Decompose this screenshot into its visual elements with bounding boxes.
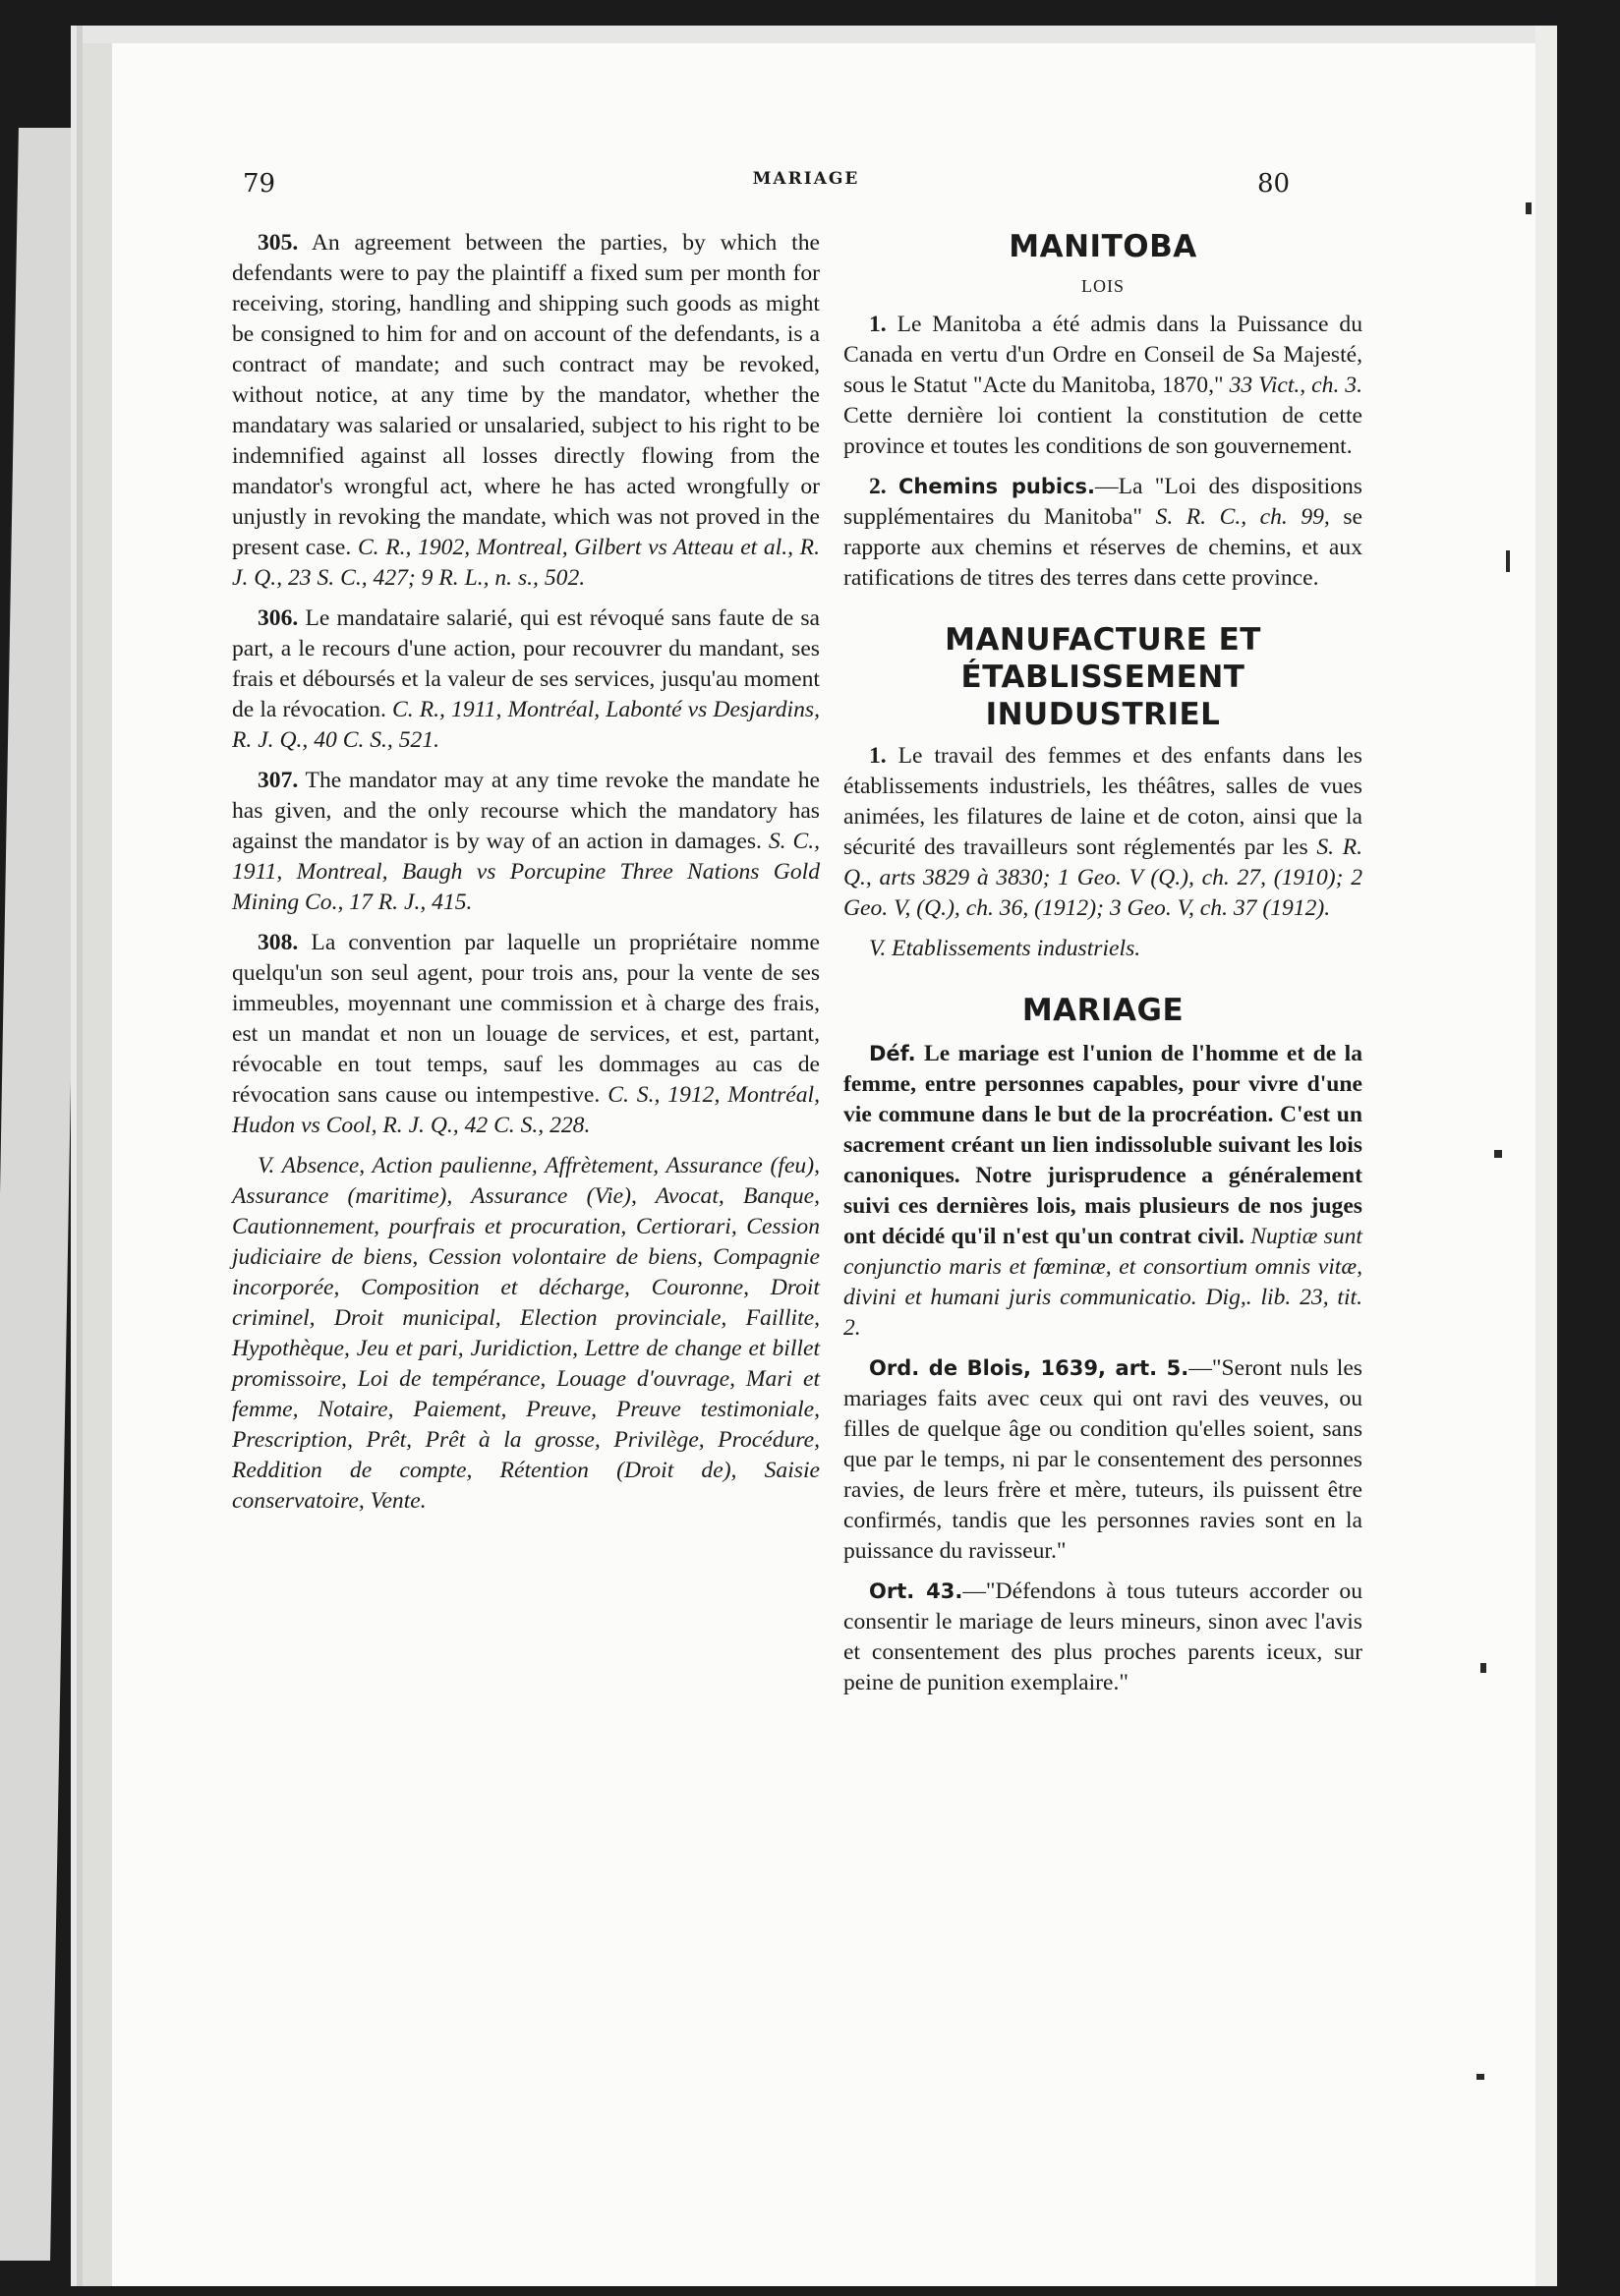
- see-also-list: V. Absence, Action paulienne, Affrètement, Assurance (feu), Assurance (maritime), Assurance (Vie), Avocat, Banque, Cautionnement, pourfrais et procuration, Certiorari, Cession judiciaire de biens, Cession volontaire de biens, Compagnie incorporée, Composition et décharge, Couronne, Droit criminel, Droit municipal, Election provinciale, Faillite, Hypothèque, Jeu et pari, Juridiction, Lettre de change et billet promissoire, Loi de tempérance, Louage d'ouvrage, Mari et femme, Notaire, Paiement, Preuve, Preuve testimoniale, Prescription, Prêt, Prêt à la grosse, Privilège, Procédure, Reddition de compte, Rétention (Droit de), Saisie conservatoire, Vente.: [232, 1153, 820, 1514]
- left-column: [232, 228, 820, 1526]
- scan-speck: [1526, 202, 1532, 214]
- definition-heading: Déf.: [869, 1042, 916, 1065]
- paragraph-307: [232, 766, 820, 918]
- paragraph-text: The mandator may at any time revoke the mandate he has given, and the only recourse which the mandatory has against the mandator is by way of an action in damages.: [232, 768, 820, 854]
- manufacture-paragraph-1: [843, 741, 1362, 924]
- citation: C. S., 1912, Montréal, Hudon vs Cool, R. J. Q., 42 C. S., 228.: [232, 1082, 820, 1138]
- paragraph-number: 2.: [869, 474, 887, 499]
- paragraph-text: Cette dernière loi contient la constitution de cette province et toutes les conditions de son gouvernement.: [843, 403, 1362, 459]
- paragraph-number: 308.: [258, 930, 299, 955]
- scan-speck: [1494, 1150, 1502, 1158]
- ordonnance-heading: Ord. de Blois, 1639, art. 5.: [869, 1356, 1189, 1380]
- scan-speck: [1480, 1663, 1486, 1673]
- paragraph-305: [232, 228, 820, 594]
- paragraph-text: —La "Loi des dispositions supplémentaires du Manitoba": [843, 474, 1362, 530]
- citation: C. R., 1902, Montreal, Gilbert vs Atteau et al., R. J. Q., 23 S. C., 427; 9 R. L., n. s., 502.: [232, 535, 820, 591]
- section-title-manufacture: MANUFACTURE ET ÉTABLISSEMENT INUDUSTRIEL: [945, 622, 1261, 732]
- paragraph-308: [232, 928, 820, 1141]
- paragraph-text: Le travail des femmes et des enfants dans les établissements industriels, les théâtres, salles de vues animées, les filatures de laine et de coton, ainsi que la sécurité des travailleurs sont réglementés par les: [843, 743, 1362, 860]
- scan-speck: [1476, 2074, 1484, 2080]
- latin-quotation: Nuptiæ sunt conjunctio maris et fœminæ, et consortium omnis vitæ, divini et humani juris communicatio. Dig,. lib. 23, tit. 2.: [843, 1224, 1362, 1341]
- page-right-edge: [1535, 26, 1557, 2286]
- page-number-right: 80: [1257, 169, 1291, 199]
- paragraph-text: Le mandataire salarié, qui est révoqué sans faute de sa part, a le recours d'une action, pour recouvrer du mandant, ses frais et déboursés et la valeur de ses services, jusqu'au moment de la révocation.: [232, 605, 820, 722]
- page-gutter: [83, 26, 112, 2286]
- manitoba-paragraph-2: [843, 472, 1362, 594]
- paragraph-text: An agreement between the parties, by which the defendants were to pay the plaintiff a fixed sum per month for receiving, storing, handling and shipping such goods as might be consigned to him for and on account of the defendants, is a contract of mandate; and such contract may be revoked, without notice, at any time by the mandator, whether the mandatary was salaried or unsalaried, subject to his right to be indemnified against all losses directly flowing from the mandator's wrongful act, where he has acted wrongfully or unjustly in revoking the mandate, which was not proved in the present case.: [232, 230, 820, 560]
- section-title-manitoba: MANITOBA: [1009, 229, 1197, 264]
- page-number-left: 79: [243, 169, 276, 199]
- running-head: MARIAGE: [752, 169, 860, 189]
- paragraph-number: 1.: [869, 312, 887, 337]
- mariage-definition: [843, 1039, 1362, 1344]
- paragraph-heading: Chemins pubics.: [898, 475, 1096, 498]
- scan-speck: [1506, 550, 1510, 572]
- paragraph-number: 1.: [869, 743, 887, 769]
- paragraph-number: 307.: [258, 768, 299, 793]
- citation: S. C., 1911, Montreal, Baugh vs Porcupine Three Nations Gold Mining Co., 17 R. J., 415.: [232, 829, 820, 915]
- citation: S. R. C., ch. 99,: [1155, 504, 1330, 530]
- definition-text: Le mariage est l'union de l'homme et de la femme, entre personnes capables, pour vivre d'une vie commune dans le but de la procréation. C'est un sacrement créant un lien indissoluble suivant les lois canoniques. Notre jurisprudence a généralement suivi ces dernières lois, mais plusieurs de nos juges ont décidé qu'il n'est qu'un contrat civil.: [843, 1041, 1362, 1249]
- manufacture-see-also: V. Etablissements industriels.: [869, 936, 1141, 961]
- paragraph-number: 305.: [258, 230, 299, 256]
- article-heading: Ort. 43.: [869, 1579, 963, 1603]
- paragraph-text: La convention par laquelle un propriétaire nomme quelqu'un son seul agent, pour trois ans, pour la vente de ses immeubles, moyennant une commission et à charge des frais, est un mandat et non un louage de services, et est, partant, révocable en tout temps, sauf les dommages au cas de révocation sans cause ou intempestive.: [232, 930, 820, 1108]
- paragraph-number: 306.: [258, 605, 299, 631]
- ordonnance-article-43: [843, 1577, 1362, 1698]
- paragraph-text: Le Manitoba a été admis dans la Puissance du Canada en vertu d'un Ordre en Conseil de Sa Majesté, sous le Statut "Acte du Manitoba, 1870,": [843, 312, 1362, 398]
- paragraph-306: [232, 603, 820, 756]
- citation: C. R., 1911, Montréal, Labonté vs Desjardins, R. J. Q., 40 C. S., 521.: [232, 697, 820, 753]
- paragraph-text: se rapporte aux chemins et réserves de chemins, et aux ratifications de titres des terres dans cette province.: [843, 504, 1363, 591]
- article-text: —"Défendons à tous tuteurs accorder ou consentir le mariage de leurs mineurs, sinon avec l'avis et consentement des plus proches parents iceux, sur peine de punition exemplaire.": [843, 1578, 1362, 1695]
- right-column: [843, 228, 1362, 1708]
- section-title-mariage: MARIAGE: [1021, 993, 1185, 1028]
- manitoba-paragraph-1: [843, 310, 1362, 462]
- subsection-title-lois: LOIS: [1081, 276, 1125, 296]
- ordonnance-blois: [843, 1353, 1362, 1567]
- citation: 33 Vict., ch. 3.: [1229, 373, 1362, 398]
- adjacent-page-edge: [0, 128, 87, 2261]
- ordonnance-text: —"Seront nuls les mariages faits avec ceux qui ont ravi des veuves, ou filles de quelque âge ou condition qu'elles soient, sans que par le temps, ni par le consentement des personnes ravies, de leurs frère et mère, tuteurs, ils puissent être confirmés, tandis que les personnes ravies sont en la puissance du ravisseur.": [843, 1355, 1362, 1564]
- page-top-edge: [83, 26, 1557, 43]
- citation: S. R. Q., arts 3829 à 3830; 1 Geo. V (Q.), ch. 27, (1910); 2 Geo. V, (Q.), ch. 36, (1912); 3 Geo. V, ch. 37 (1912).: [843, 834, 1363, 921]
